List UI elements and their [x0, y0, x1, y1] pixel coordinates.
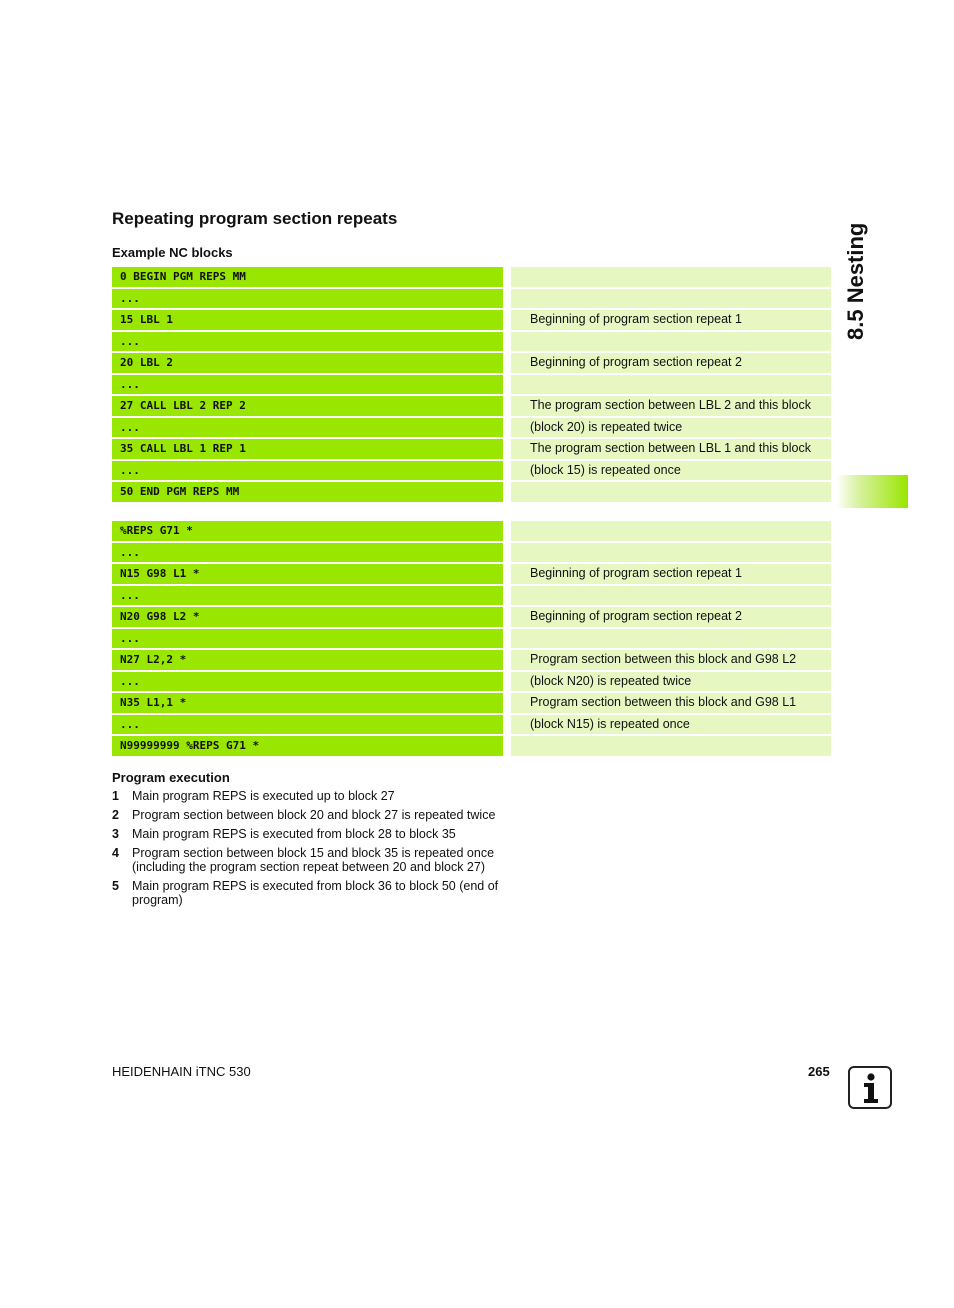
execution-step	[112, 827, 512, 841]
nc-block-description: Beginning of program section repeat 1	[511, 310, 831, 330]
execution-heading: Program execution	[112, 770, 230, 785]
nc-block-row	[112, 586, 831, 606]
nc-block-description	[511, 586, 831, 606]
chapter-tab-marker	[836, 475, 908, 508]
nc-block-row	[112, 629, 831, 649]
nc-block-description: Beginning of program section repeat 2	[511, 353, 831, 373]
nc-block-code: 50 END PGM REPS MM	[112, 482, 503, 502]
nc-block-row	[112, 289, 831, 309]
nc-block-description: Program section between this block and G98 L1	[511, 693, 831, 713]
step-number: 3	[112, 827, 119, 841]
nc-block-row	[112, 693, 831, 713]
nc-block-code: 15 LBL 1	[112, 310, 503, 330]
nc-block-description	[511, 521, 831, 541]
nc-block-code: ...	[112, 332, 503, 352]
nc-block-description	[511, 736, 831, 756]
nc-block-row	[112, 267, 831, 287]
nc-block-description: (block 15) is repeated once	[511, 461, 831, 481]
execution-step	[112, 846, 512, 874]
nc-block-row	[112, 672, 831, 692]
nc-table-iso	[112, 521, 831, 758]
execution-step	[112, 879, 512, 907]
nc-block-code: N15 G98 L1 *	[112, 564, 503, 584]
nc-block-description	[511, 267, 831, 287]
nc-block-row	[112, 353, 831, 373]
nc-block-code: ...	[112, 672, 503, 692]
nc-block-row	[112, 396, 831, 416]
example-heading: Example NC blocks	[112, 245, 233, 260]
nc-block-row	[112, 715, 831, 735]
nc-block-row	[112, 439, 831, 459]
nc-block-description: (block N20) is repeated twice	[511, 672, 831, 692]
step-text: Main program REPS is executed from block 28 to block 35	[132, 827, 456, 841]
chapter-side-title: 8.5 Nesting	[843, 222, 868, 340]
nc-block-row	[112, 375, 831, 395]
nc-block-description	[511, 332, 831, 352]
nc-block-code: N20 G98 L2 *	[112, 607, 503, 627]
step-text: Program section between block 15 and block 35 is repeated once (including the program section repeat between 20 and block 27)	[132, 846, 495, 874]
nc-block-description	[511, 482, 831, 502]
step-number: 4	[112, 846, 119, 860]
nc-block-row	[112, 521, 831, 541]
nc-block-code: ...	[112, 543, 503, 563]
nc-block-code: ...	[112, 418, 503, 438]
nc-block-description: Beginning of program section repeat 1	[511, 564, 831, 584]
nc-block-row	[112, 736, 831, 756]
nc-block-description: (block 20) is repeated twice	[511, 418, 831, 438]
nc-block-description	[511, 543, 831, 563]
nc-block-code: ...	[112, 586, 503, 606]
section-title: Repeating program section repeats	[112, 209, 398, 228]
nc-block-row	[112, 310, 831, 330]
nc-block-row	[112, 564, 831, 584]
nc-block-code: ...	[112, 375, 503, 395]
footer-manual-title: HEIDENHAIN iTNC 530	[112, 1064, 251, 1079]
step-text: Program section between block 20 and block 27 is repeated twice	[132, 808, 496, 822]
nc-table-conversational	[112, 267, 831, 504]
nc-block-row	[112, 607, 831, 627]
nc-block-code: N99999999 %REPS G71 *	[112, 736, 503, 756]
nc-block-code: 35 CALL LBL 1 REP 1	[112, 439, 503, 459]
nc-block-row	[112, 461, 831, 481]
nc-block-description	[511, 629, 831, 649]
info-icon	[848, 1066, 892, 1109]
nc-block-row	[112, 332, 831, 352]
step-text: Main program REPS is executed from block 36 to block 50 (end of program)	[132, 879, 499, 907]
nc-block-description	[511, 375, 831, 395]
nc-block-code: ...	[112, 629, 503, 649]
nc-block-code: N27 L2,2 *	[112, 650, 503, 670]
nc-block-code: ...	[112, 715, 503, 735]
step-number: 1	[112, 789, 119, 803]
nc-block-description: The program section between LBL 1 and this block	[511, 439, 831, 459]
step-number: 5	[112, 879, 119, 893]
step-text: Main program REPS is executed up to block 27	[132, 789, 395, 803]
nc-block-code: ...	[112, 461, 503, 481]
nc-block-code: 20 LBL 2	[112, 353, 503, 373]
nc-block-code: N35 L1,1 *	[112, 693, 503, 713]
nc-block-code: ...	[112, 289, 503, 309]
nc-block-description: Beginning of program section repeat 2	[511, 607, 831, 627]
nc-block-row	[112, 650, 831, 670]
execution-step	[112, 789, 512, 803]
nc-block-row	[112, 543, 831, 563]
nc-block-code: 0 BEGIN PGM REPS MM	[112, 267, 503, 287]
page-number: 265	[808, 1064, 830, 1079]
nc-block-description: Program section between this block and G98 L2	[511, 650, 831, 670]
nc-block-code: %REPS G71 *	[112, 521, 503, 541]
nc-block-row	[112, 418, 831, 438]
nc-block-description	[511, 289, 831, 309]
execution-list	[112, 789, 512, 912]
execution-step	[112, 808, 512, 822]
nc-block-description: (block N15) is repeated once	[511, 715, 831, 735]
nc-block-row	[112, 482, 831, 502]
step-number: 2	[112, 808, 119, 822]
nc-block-description: The program section between LBL 2 and this block	[511, 396, 831, 416]
nc-block-code: 27 CALL LBL 2 REP 2	[112, 396, 503, 416]
